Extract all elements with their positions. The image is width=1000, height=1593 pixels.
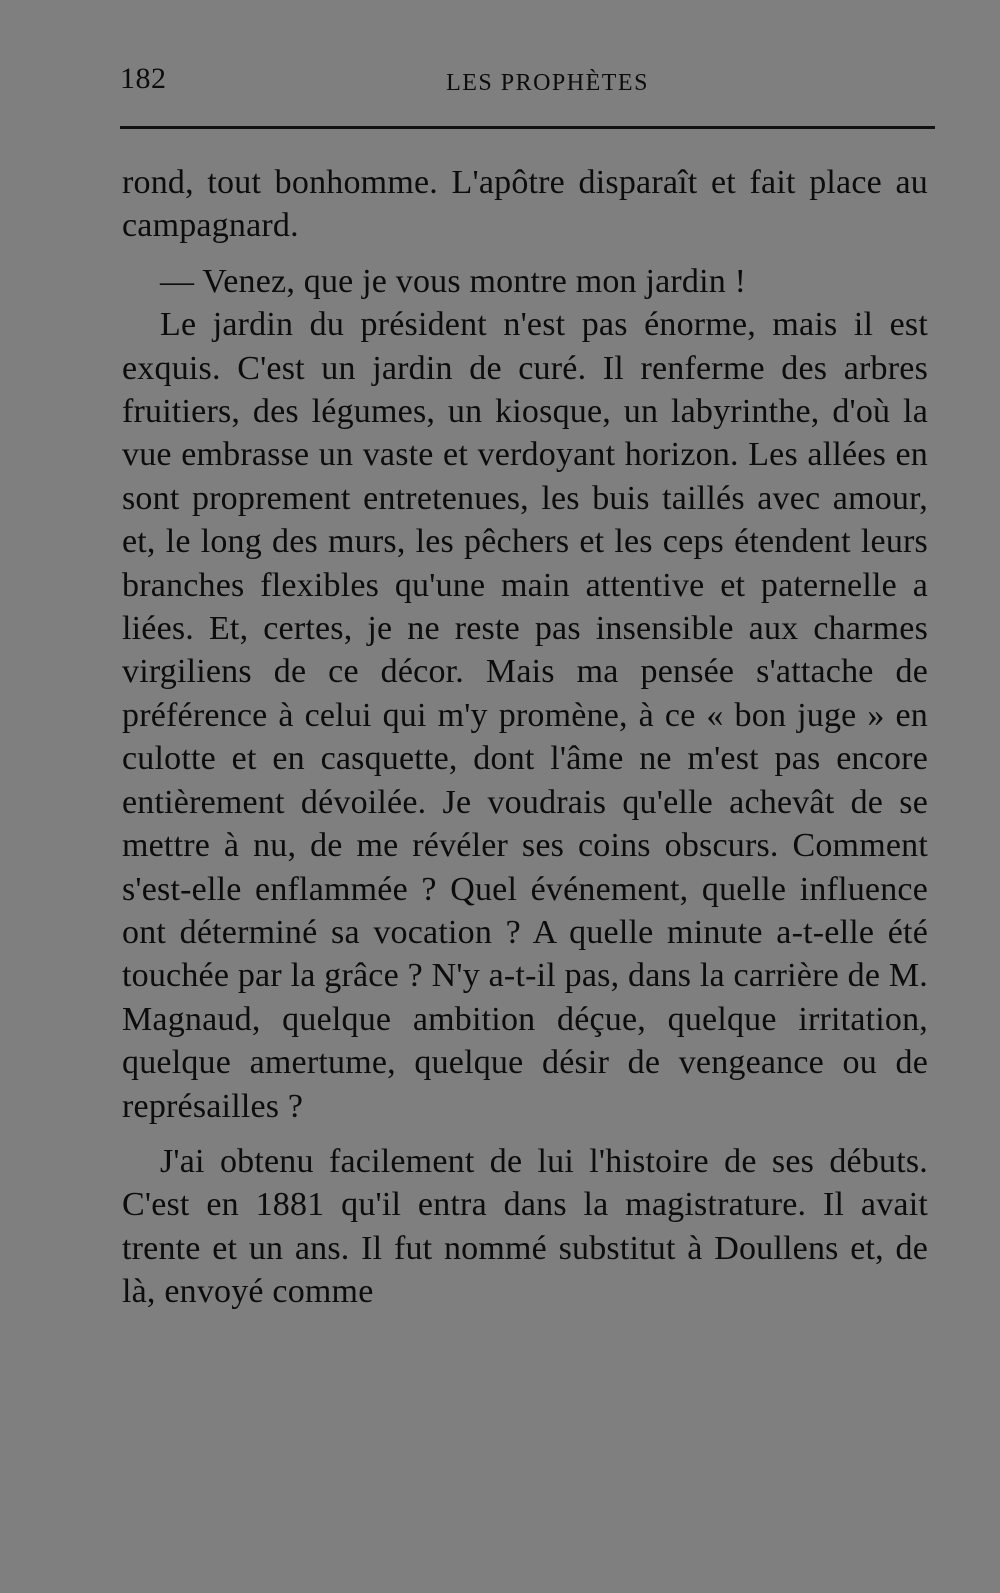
paragraph-continuation: rond, tout bonhomme. L'apôtre disparaît et fait place au campagnard. (122, 164, 928, 245)
page-number: 182 (120, 62, 167, 95)
page-header (120, 62, 935, 102)
body-text (122, 161, 928, 1314)
header-rule (120, 126, 935, 129)
paragraph-dialogue: — Venez, que je vous montre mon jardin ! (160, 262, 747, 300)
paragraph-garden: Le jardin du président n'est pas énorme, mais il est exquis. C'est un jardin de curé. Il renferme des arbres fruitiers, des légumes, un kiosque, un labyrinthe, d'où la vue embrasse un vaste et verdoyant horizon. Les allées en sont proprement entretenues, les buis taillés avec amour, et, le long des murs, les pêchers et les ceps étendent leurs branches flexibles qu'une main attentive et paternelle a liées. Et, certes, je ne reste pas insensible aux charmes virgiliens de ce décor. Mais ma pensée s'attache de préférence à celui qui m'y promène, à ce « bon juge » en culotte et en casquette, dont l'âme ne m'est pas encore entièrement dévoilée. Je voudrais qu'elle achevât de se mettre à nu, de me révéler ses coins obscurs. Comment s'est-elle enflammée ? Quel événement, quelle influence ont déterminé sa vocation ? A quelle minute a-t-elle été touchée par la grâce ? N'y a-t-il pas, dans la carrière de M. Magnaud, quelque ambition déçue, quelque irritation, quelque amertume, quelque désir de vengeance ou de représailles ? (122, 306, 928, 1125)
running-title: LES PROPHÈTES (446, 70, 649, 96)
paragraph-debuts: J'ai obtenu facilement de lui l'histoire de ses débuts. C'est en 1881 qu'il entra dans la magistrature. Il avait trente et un ans. Il fut nommé substitut à Doullens et, de là, envoyé comme (122, 1142, 928, 1311)
